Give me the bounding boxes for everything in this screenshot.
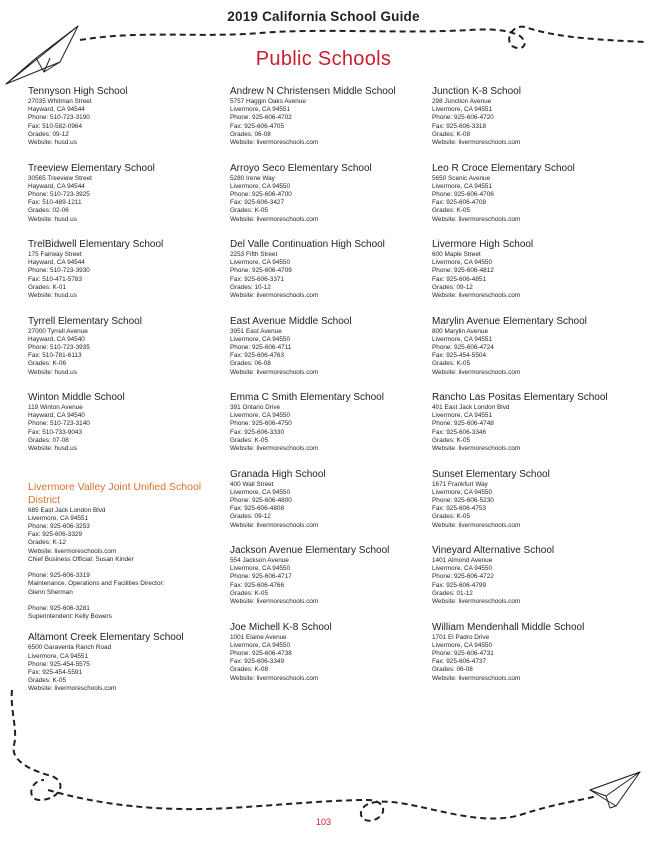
school-grades: Grades: 06-08 bbox=[432, 666, 473, 674]
school-fax: Fax: 925-606-4737 bbox=[432, 658, 487, 666]
school-address: 1401 Almond Avenue bbox=[432, 557, 493, 564]
district-website: Website: livermoreschools.com bbox=[28, 547, 117, 555]
school-grades: Grades: 10-12 bbox=[230, 283, 271, 291]
school-grades: Grades: 06-08 bbox=[230, 130, 271, 138]
school-entry bbox=[230, 545, 430, 622]
school-address: 27035 Whitman Street bbox=[28, 98, 92, 105]
district-phone-3: Phone: 925-606-3281 bbox=[28, 604, 90, 612]
school-grades: Grades: K-08 bbox=[432, 130, 471, 138]
school-website: Website: husd.us bbox=[28, 445, 77, 453]
school-fax: Fax: 925-606-3346 bbox=[432, 428, 487, 436]
school-name: Granada High School bbox=[230, 468, 326, 480]
school-entry bbox=[432, 469, 632, 546]
school-grades: Grades: K-06 bbox=[28, 360, 67, 368]
school-entry bbox=[432, 545, 632, 622]
school-phone: Phone: 925-606-4750 bbox=[230, 420, 292, 428]
school-name: Joe Michell K-8 School bbox=[230, 621, 332, 633]
district-superintendent: Superintendent: Kelly Bowers bbox=[28, 613, 112, 621]
school-name: Livermore High School bbox=[432, 239, 534, 250]
school-phone: Phone: 510-723-3930 bbox=[28, 267, 90, 275]
paper-plane-icon bbox=[590, 772, 640, 808]
school-name: Winton Middle School bbox=[28, 392, 125, 403]
school-website: Website: husd.us bbox=[28, 215, 77, 223]
school-phone: Phone: 510-723-3925 bbox=[28, 190, 90, 198]
school-city: Livermore, CA 94550 bbox=[230, 641, 291, 649]
school-phone: Phone: 925-606-4731 bbox=[432, 649, 494, 657]
page-title: Public Schools bbox=[255, 48, 392, 70]
school-phone: Phone: 925-606-4738 bbox=[230, 649, 292, 657]
school-fax: Fax: 925-606-4705 bbox=[230, 122, 285, 130]
school-fax: Fax: 510-781-6113 bbox=[28, 352, 82, 360]
district-official: Chief Business Official: Susan Kinder bbox=[28, 555, 134, 563]
school-fax: Fax: 925-606-4753 bbox=[432, 505, 487, 513]
school-name: Tennyson High School bbox=[28, 86, 128, 97]
school-fax: Fax: 925-606-3371 bbox=[230, 275, 285, 283]
school-entry bbox=[432, 392, 632, 469]
school-website: Website: husd.us bbox=[28, 368, 77, 376]
school-city: Livermore, CA 94551 bbox=[28, 652, 89, 660]
school-address: 5757 Haggin Oaks Avenue bbox=[230, 98, 306, 105]
school-entry bbox=[230, 163, 430, 240]
school-grades: Grades: 09-12 bbox=[432, 283, 473, 291]
school-grades: Grades: K-01 bbox=[28, 283, 67, 291]
school-phone: Phone: 925-606-4711 bbox=[230, 343, 292, 351]
school-name: Emma C Smith Elementary School bbox=[230, 392, 384, 403]
school-entry bbox=[432, 622, 632, 699]
school-address: 554 Jackson Avenue bbox=[230, 557, 289, 564]
district-phone-2: Phone: 925-606-3319 bbox=[28, 572, 90, 580]
school-address: 175 Fairway Street bbox=[28, 251, 82, 258]
school-name: East Avenue Middle School bbox=[230, 315, 352, 327]
school-grades: Grades: K-05 bbox=[28, 677, 67, 685]
school-address: 30565 Treeview Street bbox=[28, 174, 92, 182]
school-grades: Grades: K-05 bbox=[432, 436, 471, 444]
school-entry bbox=[432, 239, 632, 316]
school-website: Website: livermoreschools.com bbox=[230, 674, 319, 682]
school-grades: Grades: K-05 bbox=[230, 589, 269, 597]
school-grades: Grades: 02-06 bbox=[28, 207, 69, 215]
school-city: Hayward, CA 94540 bbox=[28, 335, 85, 343]
school-phone: Phone: 925-454-5575 bbox=[28, 660, 90, 668]
school-entry bbox=[230, 86, 430, 163]
school-address: 3951 East Avenue bbox=[230, 327, 282, 335]
school-fax: Fax: 510-471-5783 bbox=[28, 275, 83, 283]
guide-title: 2019 California School Guide bbox=[227, 9, 420, 24]
school-grades: Grades: 01-12 bbox=[432, 589, 473, 597]
school-fax: Fax: 925-606-4708 bbox=[432, 199, 487, 207]
school-entry bbox=[28, 239, 228, 316]
district-fax: Fax: 925-606-3329 bbox=[28, 531, 83, 539]
school-name: Sunset Elementary School bbox=[432, 468, 550, 480]
school-address: 1001 Elaine Avenue bbox=[230, 633, 287, 641]
school-website: Website: livermoreschools.com bbox=[230, 292, 319, 300]
school-website: Website: livermoreschools.com bbox=[230, 215, 319, 223]
school-website: Website: livermoreschools.com bbox=[432, 598, 521, 606]
school-address: 5280 Irene Way bbox=[230, 174, 275, 182]
district-director-name: Glenn Sherman bbox=[28, 588, 73, 596]
school-city: Livermore, CA 94550 bbox=[230, 335, 291, 343]
school-entry bbox=[230, 469, 430, 546]
school-address: 6500 Garaventa Ranch Road bbox=[28, 644, 112, 652]
school-entry bbox=[28, 632, 228, 709]
school-address: 1671 Frankfurt Way bbox=[432, 480, 488, 488]
school-fax: Fax: 925-606-4808 bbox=[230, 505, 285, 513]
school-city: Livermore, CA 94551 bbox=[432, 412, 493, 420]
school-phone: Phone: 925-606-4702 bbox=[230, 114, 292, 122]
school-city: Livermore, CA 94551 bbox=[432, 335, 493, 343]
school-address: 800 Marylin Avenue bbox=[432, 327, 489, 335]
school-phone: Phone: 925-606-4800 bbox=[230, 496, 292, 504]
school-fax: Fax: 925-606-3427 bbox=[230, 199, 285, 207]
school-name: Andrew N Christensen Middle School bbox=[230, 86, 396, 97]
school-address: 119 Winton Avenue bbox=[28, 404, 83, 411]
school-fax: Fax: 925-454-5591 bbox=[28, 668, 83, 676]
school-entry bbox=[432, 86, 632, 163]
school-website: Website: livermoreschools.com bbox=[432, 292, 521, 300]
school-phone: Phone: 925-606-4724 bbox=[432, 343, 494, 351]
district-grades: Grades: K-12 bbox=[28, 539, 67, 547]
school-website: Website: livermoreschools.com bbox=[432, 445, 521, 453]
school-fax: Fax: 925-454-5504 bbox=[432, 352, 487, 360]
school-city: Hayward, CA 94540 bbox=[28, 412, 85, 420]
school-website: Website: husd.us bbox=[28, 292, 77, 300]
district-city: Livermore, CA 94551 bbox=[28, 514, 89, 522]
school-phone: Phone: 925-606-4748 bbox=[432, 420, 494, 428]
school-website: Website: livermoreschools.com bbox=[230, 139, 319, 147]
school-website: Website: livermoreschools.com bbox=[432, 674, 521, 682]
school-fax: Fax: 510-489-1211 bbox=[28, 199, 82, 207]
school-phone: Phone: 510-723-3140 bbox=[28, 420, 90, 428]
school-phone: Phone: 925-606-5230 bbox=[432, 496, 494, 504]
school-entry bbox=[432, 316, 632, 393]
school-website: Website: livermoreschools.com bbox=[432, 521, 521, 529]
school-city: Livermore, CA 94551 bbox=[432, 182, 493, 190]
school-city: Livermore, CA 94551 bbox=[432, 106, 493, 114]
district-name: Livermore Valley Joint Unified School District bbox=[28, 480, 202, 506]
school-address: 600 Maple Street bbox=[432, 251, 481, 258]
school-fax: Fax: 510-582-0964 bbox=[28, 122, 83, 130]
school-name: Marylin Avenue Elementary School bbox=[432, 315, 587, 327]
district-address: 685 East Jack London Blvd bbox=[28, 506, 106, 514]
school-fax: Fax: 925-606-4799 bbox=[432, 581, 487, 589]
school-website: Website: livermoreschools.com bbox=[230, 368, 319, 376]
school-fax: Fax: 925-606-3318 bbox=[432, 122, 487, 130]
school-grades: Grades: K-05 bbox=[432, 513, 471, 521]
school-phone: Phone: 925-606-4706 bbox=[432, 190, 494, 198]
school-name: Treeview Elementary School bbox=[28, 162, 155, 174]
school-entry bbox=[230, 622, 430, 699]
school-address: 391 Ontario Drive bbox=[230, 404, 281, 411]
school-name: Altamont Creek Elementary School bbox=[28, 632, 184, 644]
school-city: Livermore, CA 94550 bbox=[432, 641, 493, 649]
school-website: Website: husd.us bbox=[28, 139, 77, 147]
school-grades: Grades: 09-12 bbox=[28, 130, 69, 138]
school-fax: Fax: 925-606-4766 bbox=[230, 581, 285, 589]
school-address: 1701 El Padro Drive bbox=[432, 633, 490, 641]
school-website: Website: livermoreschools.com bbox=[432, 139, 521, 147]
school-city: Livermore, CA 94550 bbox=[230, 259, 291, 267]
district-phone: Phone: 925-606-3253 bbox=[28, 522, 90, 530]
school-grades: Grades: K-05 bbox=[230, 436, 269, 444]
school-city: Hayward, CA 94544 bbox=[28, 259, 85, 267]
school-phone: Phone: 925-606-4812 bbox=[432, 267, 494, 275]
school-grades: Grades: K-08 bbox=[230, 666, 269, 674]
school-address: 298 Junction Avenue bbox=[432, 98, 492, 105]
school-city: Hayward, CA 94544 bbox=[28, 182, 85, 190]
school-phone: Phone: 925-606-4717 bbox=[230, 573, 292, 581]
school-city: Livermore, CA 94550 bbox=[230, 488, 291, 496]
school-name: Leo R Croce Elementary School bbox=[432, 162, 575, 174]
school-grades: Grades: K-05 bbox=[230, 207, 269, 215]
school-entry bbox=[28, 392, 228, 469]
school-entry bbox=[28, 163, 228, 240]
school-address: 400 Wall Street bbox=[230, 480, 274, 488]
school-name: Junction K-8 School bbox=[432, 86, 521, 97]
school-name: Jackson Avenue Elementary School bbox=[230, 545, 390, 556]
school-name: Tyrrell Elementary School bbox=[28, 315, 142, 327]
school-fax: Fax: 925-606-3330 bbox=[230, 428, 285, 436]
school-fax: Fax: 925-606-4851 bbox=[432, 275, 487, 283]
district-entry bbox=[28, 481, 228, 622]
school-phone: Phone: 925-606-4722 bbox=[432, 573, 494, 581]
school-website: Website: livermoreschools.com bbox=[230, 598, 319, 606]
school-entry bbox=[230, 316, 430, 393]
school-phone: Phone: 510-723-3935 bbox=[28, 343, 90, 351]
school-city: Hayward, CA 94544 bbox=[28, 106, 85, 114]
school-name: Arroyo Seco Elementary School bbox=[230, 162, 372, 174]
school-grades: Grades: 07-08 bbox=[28, 436, 69, 444]
school-address: 401 East Jack London Blvd bbox=[432, 404, 510, 411]
school-grades: Grades: K-05 bbox=[432, 360, 471, 368]
page-number: 103 bbox=[315, 817, 332, 827]
column-2 bbox=[230, 86, 430, 698]
district-director-title: Maintenance, Operations and Facilities Director: bbox=[28, 580, 165, 588]
school-website: Website: livermoreschools.com bbox=[230, 521, 319, 529]
school-city: Livermore, CA 94551 bbox=[230, 106, 291, 114]
school-name: Del Valle Continuation High School bbox=[230, 239, 385, 250]
school-city: Livermore, CA 94550 bbox=[432, 565, 493, 573]
school-phone: Phone: 925-606-4720 bbox=[432, 114, 494, 122]
school-fax: Fax: 925-606-4763 bbox=[230, 352, 285, 360]
school-entry bbox=[432, 163, 632, 240]
spacer bbox=[28, 564, 228, 572]
school-website: Website: livermoreschools.com bbox=[432, 215, 521, 223]
school-address: 2253 Fifth Street bbox=[230, 251, 278, 258]
school-website: Website: livermoreschools.com bbox=[432, 368, 521, 376]
school-entry bbox=[230, 392, 430, 469]
school-phone: Phone: 510-723-3190 bbox=[28, 114, 90, 122]
school-name: Vineyard Alternative School bbox=[432, 545, 555, 556]
school-fax: Fax: 925-606-3349 bbox=[230, 658, 285, 666]
school-name: Rancho Las Positas Elementary School bbox=[432, 392, 608, 403]
school-phone: Phone: 925-606-4709 bbox=[230, 267, 292, 275]
school-city: Livermore, CA 94550 bbox=[230, 412, 291, 420]
school-name: TrelBidwell Elementary School bbox=[28, 239, 164, 250]
column-3 bbox=[432, 86, 632, 698]
school-website: Website: livermoreschools.com bbox=[28, 685, 117, 693]
dashed-flight-path bbox=[80, 27, 647, 48]
school-fax: Fax: 510-733-9043 bbox=[28, 428, 83, 436]
school-entry bbox=[230, 239, 430, 316]
school-entry bbox=[28, 86, 228, 163]
school-entry bbox=[28, 316, 228, 393]
school-website: Website: livermoreschools.com bbox=[230, 445, 319, 453]
school-name: William Mendenhall Middle School bbox=[432, 621, 585, 633]
school-grades: Grades: 09-12 bbox=[230, 513, 271, 521]
spacer bbox=[28, 597, 228, 605]
school-grades: Grades: K-05 bbox=[432, 207, 471, 215]
school-city: Livermore, CA 94550 bbox=[432, 259, 493, 267]
school-grades: Grades: 06-08 bbox=[230, 360, 271, 368]
school-address: 5650 Scenic Avenue bbox=[432, 174, 491, 182]
school-city: Livermore, CA 94550 bbox=[230, 182, 291, 190]
column-1 bbox=[28, 86, 228, 709]
school-city: Livermore, CA 94550 bbox=[432, 488, 493, 496]
school-phone: Phone: 925-606-4700 bbox=[230, 190, 292, 198]
school-city: Livermore, CA 94550 bbox=[230, 565, 291, 573]
school-address: 27000 Tyrrell Avenue bbox=[28, 327, 88, 335]
